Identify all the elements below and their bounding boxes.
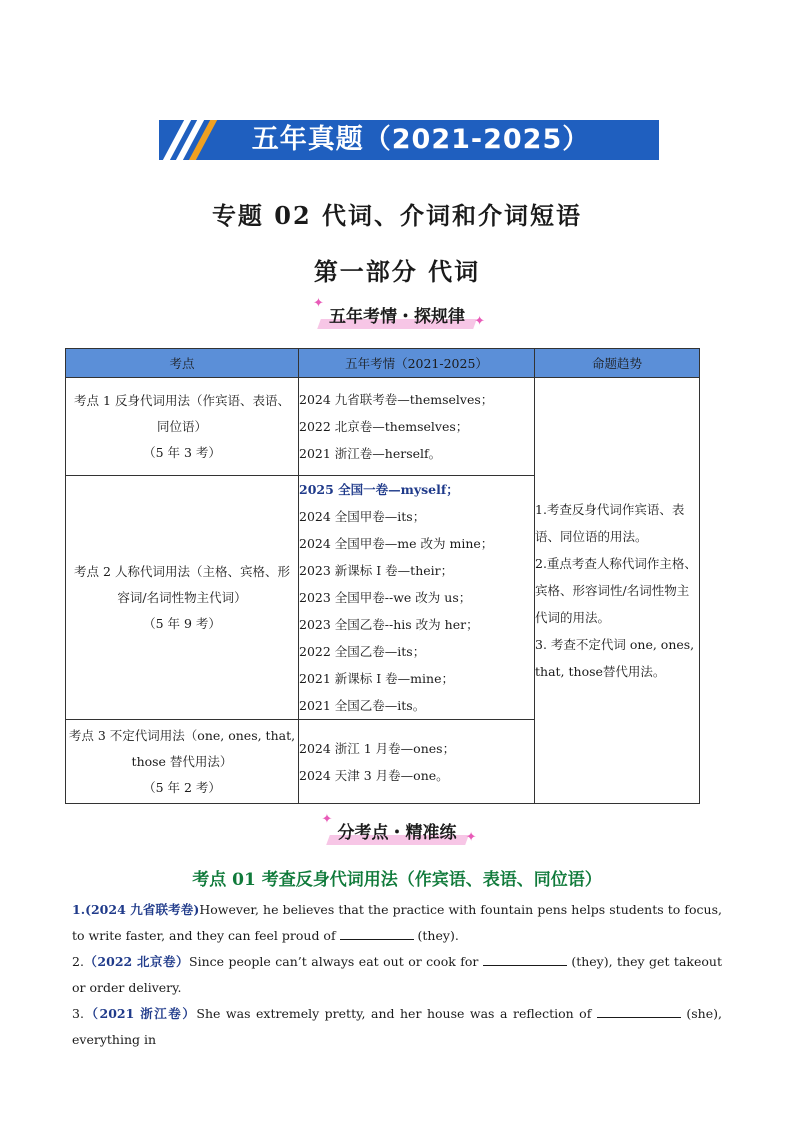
title-banner [159, 120, 659, 160]
sparkle-icon: ✦ [474, 314, 485, 329]
point-cell: 考点 3 不定代词用法（one, ones, that, those 替代用法） （5 年 2 考） [66, 720, 299, 804]
exam-table [65, 348, 700, 804]
trend-cell: 1.考查反身代词作宾语、表语、同位语的用法。 2.重点考查人称代词作主格、宾格、形容词性/名词性物主代词的用法。 3. 考查不定代词 one, ones, that, those替代用法。 [535, 378, 700, 804]
kp1-title: 考点 01 考查反身代词用法（作宾语、表语、同位语） [192, 870, 602, 890]
history-cell: 2024 九省联考卷—themselves； 2022 北京卷—themselves； 2021 浙江卷—herself。 [299, 378, 535, 476]
point-cell: 考点 2 人称代词用法（主格、宾格、形容词/名词性物主代词） （5 年 9 考） [66, 476, 299, 720]
question-2: 2.（2022 北京卷）Since people can’t always eat out or cook for (they), they get takeout or order delivery. [72, 949, 722, 1001]
part-title: 第一部分 代词 [313, 257, 481, 286]
section-heading-practice: ✦ 分考点・精准练 ✦ [321, 812, 477, 845]
history-cell: 2024 浙江 1 月卷—ones； 2024 天津 3 月卷—one。 [299, 720, 535, 804]
table-row [66, 378, 700, 476]
header-trend: 命题趋势 [535, 349, 700, 378]
table-header-row [66, 349, 700, 378]
history-cell: 2025 全国一卷—myself； 2024 全国甲卷—its； 2024 全国甲卷—me 改为 mine； 2023 新课标 I 卷—their； 2023 全国甲卷--we 改为 us； 2023 全国乙卷--his 改为 her； 2022 全国乙卷—its； 2021 新课标 I 卷—mine； 2021 全国乙卷—its。 [299, 476, 535, 720]
topic-title: 专题 02 代词、介词和介词短语 [211, 201, 583, 230]
sparkle-icon: ✦ [321, 812, 333, 827]
question-1: 1.(2024 九省联考卷)However, he believes that the practice with fountain pens helps students to focus, to write faster, and they can feel proud of (they). [72, 902, 722, 943]
answer-blank[interactable] [340, 925, 414, 940]
answer-blank[interactable] [597, 1003, 681, 1018]
point-cell: 考点 1 反身代词用法（作宾语、表语、同位语） （5 年 3 考） [66, 378, 299, 476]
question-3: 3.（2021 浙江卷）She was extremely pretty, and her house was a reflection of (she), everything in [72, 1001, 722, 1053]
header-history: 五年考情（2021-2025） [299, 349, 535, 378]
sparkle-icon: ✦ [465, 830, 477, 845]
banner-title: 五年真题（2021-2025） [251, 124, 591, 155]
section-heading-trends: ✦ 五年考情・探规律 ✦ [313, 296, 485, 329]
header-point: 考点 [66, 349, 299, 378]
answer-blank[interactable] [483, 951, 567, 966]
sparkle-icon: ✦ [313, 296, 324, 311]
